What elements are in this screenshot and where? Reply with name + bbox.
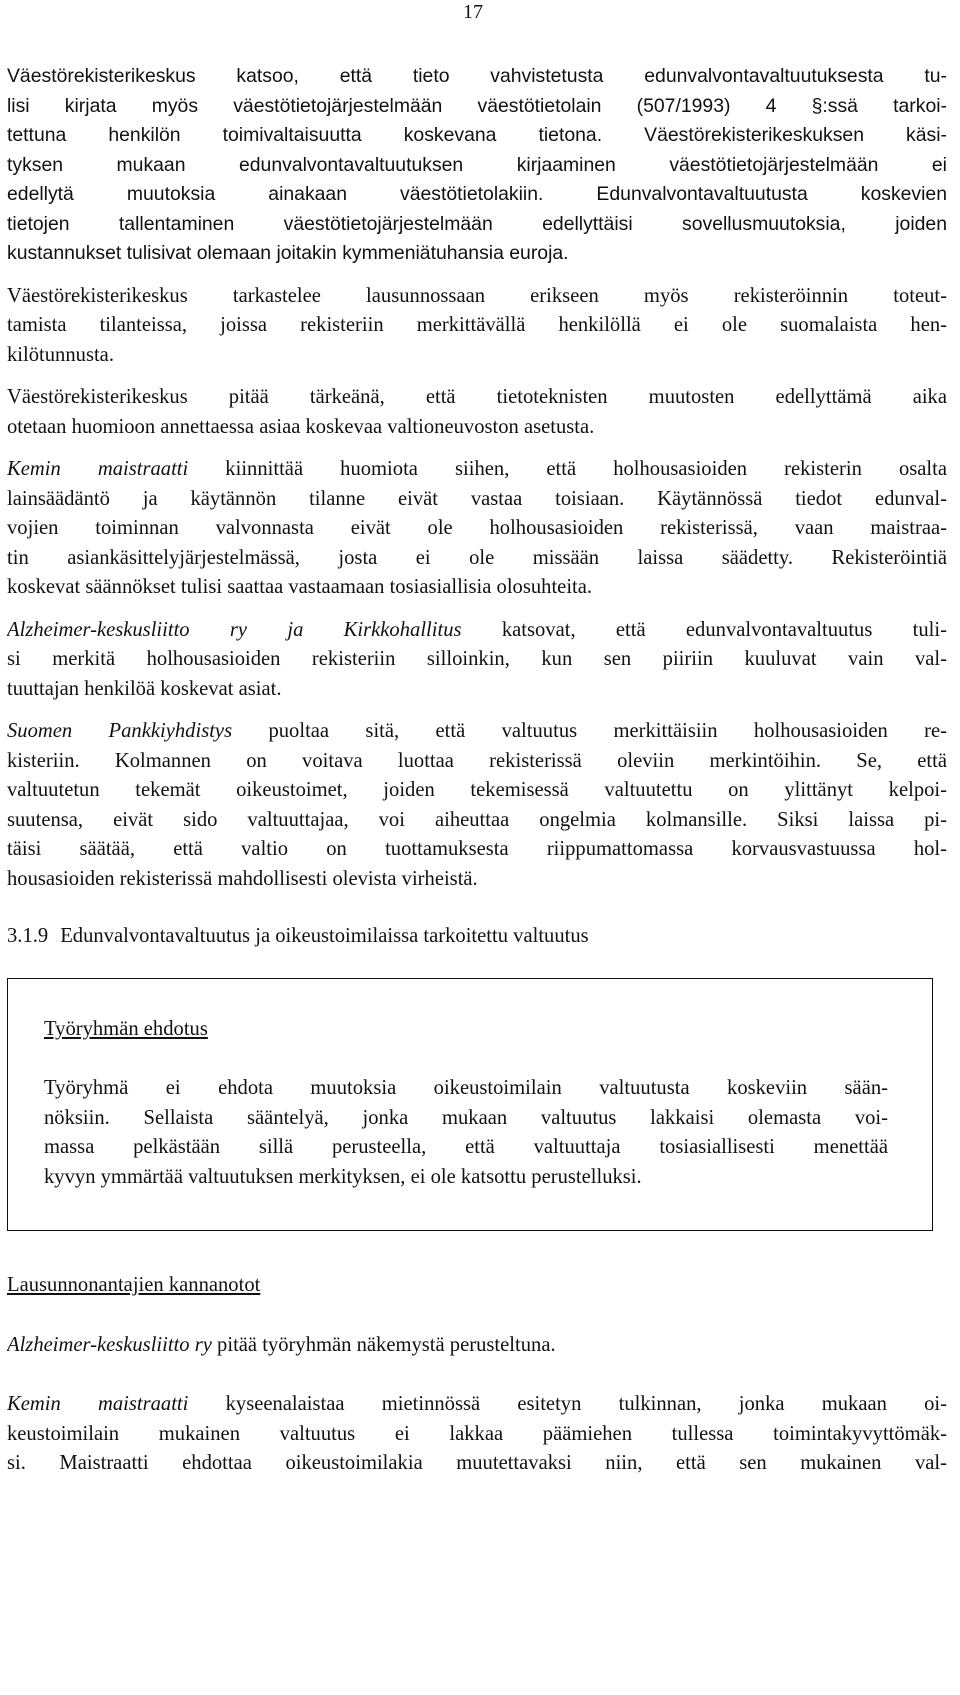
text-line: nöksiin. Sellaista sääntelyä, jonka mukaan valtuutus lakkaisi olemasta voi- — [44, 1106, 888, 1129]
organization-name: Kemin maistraatti — [7, 1393, 189, 1415]
text-fragment: pitää työryhmän näkemystä perusteltuna. — [211, 1333, 556, 1356]
text-line — [7, 1390, 947, 1420]
section-number: 3.1.9 — [7, 925, 49, 947]
text-line: koskevat säännökset tulisi saattaa vastaamaan tosiasiallisia olosuhteita. — [7, 576, 593, 598]
text-line: Väestörekisterikeskus katsoo, että tieto vahvistetusta edunvalvontavaltuutuksesta tu- — [7, 65, 947, 87]
text-line: kustannukset tulisivat olemaan joitakin kymmeniätuhansia euroja. — [7, 242, 569, 264]
text-line: lainsäädäntö ja käytännön tilanne eivät vastaa toisiaan. Käytännössä tiedot edunval- — [7, 487, 947, 510]
text-line: suutensa, eivät sido valtuuttajaa, voi aiheuttaa ongelmia kolmansille. Siksi laissa pi- — [7, 808, 947, 831]
text-line: massa pelkästään sillä perusteella, että valtuuttaja tosiasiallisesti menettää — [44, 1136, 888, 1158]
opinions-title: Lausunnonantajien kannanotot — [7, 1274, 261, 1296]
text-line: tyksen mukaan edunvalvontavaltuutuksen kirjaaminen väestötietojärjestelmään ei — [7, 153, 947, 176]
text-line: tin asiankäsittelyjärjestelmässä, josta ei ole missään laissa säädetty. Rekisteröintiä — [7, 546, 947, 569]
text-line: Väestörekisterikeskus tarkastelee lausunnossaan erikseen myös rekisteröinnin toteut- — [7, 284, 947, 307]
text-fragment: puoltaa sitä, että valtuutus merkittäisiin holhousasioiden re- — [232, 720, 947, 742]
organization-name: Kemin maistraatti — [7, 458, 189, 480]
text-line: tamista tilanteissa, joissa rekisteriin merkittävällä henkilöllä ei ole suomalaista hen- — [7, 314, 947, 336]
text-line: täisi säätää, että valtio on tuottamuksesta riippumattomassa korvausvastuussa hol- — [7, 838, 947, 860]
section-title: Edunvalvontavaltuutus ja oikeustoimilaissa tarkoitettu valtuutus — [60, 925, 589, 947]
text-line: si. Maistraatti ehdottaa oikeustoimilakia muutettavaksi niin, että sen mukainen val- — [7, 1452, 947, 1474]
text-line — [7, 616, 947, 646]
text-line: kyvyn ymmärtää valtuutuksen merkityksen, ei ole katsottu perustelluksi. — [44, 1165, 642, 1188]
text-line: tettuna henkilön toimivaltaisuutta koskevana tietona. Väestörekisterikeskuksen käsi- — [7, 124, 947, 146]
text-fragment: kiinnittää huomiota siihen, että holhousasioiden rekisterin osalta — [188, 458, 947, 480]
text-line: kisteriin. Kolmannen on voitava luottaa rekisterissä oleviin merkintöihin. Se, että — [7, 749, 947, 772]
section-heading — [7, 922, 947, 952]
text-line: lisi kirjata myös väestötietojärjestelmään väestötietolain (507/1993) 4 §:ssä tarkoi- — [7, 94, 947, 117]
text-line: tietojen tallentaminen väestötietojärjestelmään edellyttäisi sovellusmuutoksia, joiden — [7, 212, 947, 235]
text-line — [7, 717, 947, 747]
proposal-text — [44, 1074, 888, 1192]
text-line: si merkitä holhousasioiden rekisteriin silloinkin, kun sen piiriin kuuluvat vain val- — [7, 648, 947, 670]
paragraph-pankkiyhdistys — [7, 717, 947, 894]
page-content — [7, 62, 947, 1479]
page-number: 17 — [463, 1, 483, 23]
text-line: Työryhmä ei ehdota muutoksia oikeustoimilain valtuutusta koskeviin sään- — [44, 1077, 888, 1099]
proposal-title: Työryhmän ehdotus — [44, 1017, 208, 1040]
organization-name: Suomen Pankkiyhdistys — [7, 720, 233, 742]
text-line — [7, 455, 947, 485]
proposal-box — [7, 978, 933, 1232]
text-line: edellytä muutoksia ainakaan väestötietolakiin. Edunvalvontavaltuutusta koskevien — [7, 183, 947, 205]
paragraph-kemi-registry — [7, 455, 947, 603]
text-line: Väestörekisterikeskus pitää tärkeänä, että tietoteknisten muutosten edellyttämä aika — [7, 386, 947, 408]
text-line: kilötunnusta. — [7, 343, 114, 366]
text-line — [7, 1331, 947, 1361]
organization-name: Alzheimer-keskusliitto ry ja Kirkkohallitus — [7, 618, 462, 641]
paragraph-alzheimer-opinion — [7, 1331, 947, 1361]
paragraph-kemi-opinion — [7, 1390, 947, 1479]
text-line: housasioiden rekisterissä mahdollisesti olevista virheistä. — [7, 867, 478, 890]
paragraph-vrk-opinion — [7, 62, 947, 269]
text-line: otetaan huomioon annettaessa asiaa koskevaa valtioneuvoston asetusta. — [7, 415, 595, 438]
text-line: keustoimilain mukainen valtuutus ei lakkaa päämiehen tullessa toimintakyvyttömäk- — [7, 1422, 947, 1445]
text-fragment: katsovat, että edunvalvontavaltuutus tuli- — [461, 618, 947, 641]
text-line: valtuutetun tekemät oikeustoimet, joiden tekemisessä valtuutettu on ylittänyt kelpoi- — [7, 779, 947, 801]
paragraph-vrk-timing — [7, 383, 947, 442]
text-line: vojien toiminnan valvonnasta eivät ole holhousasioiden rekisterissä, vaan maistraa- — [7, 517, 947, 539]
text-fragment: kyseenalaistaa mietinnössä esitetyn tulkinnan, jonka mukaan oi- — [188, 1393, 947, 1415]
paragraph-alzheimer-kirkko — [7, 616, 947, 705]
organization-name: Alzheimer-keskusliitto ry — [7, 1333, 212, 1356]
text-line: tuuttajan henkilöä koskevat asiat. — [7, 677, 282, 700]
paragraph-vrk-registration — [7, 282, 947, 371]
